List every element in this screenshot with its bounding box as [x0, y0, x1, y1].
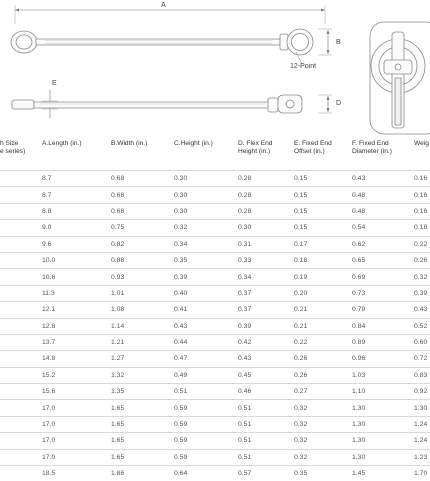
- table-cell: 0.72: [414, 351, 430, 367]
- table-cell: 0.35: [294, 466, 352, 481]
- table-cell: 0.59: [174, 433, 238, 449]
- table-cell: 1.10: [352, 384, 414, 400]
- table-cell: 0.15: [294, 187, 352, 203]
- column-header-7: Weig: [414, 136, 430, 171]
- column-header-5: E. Fixed End Offset (in.): [294, 136, 352, 171]
- table-cell: 0.93: [111, 269, 174, 285]
- table-cell: [0, 318, 42, 334]
- table-cell: 0.65: [352, 252, 414, 268]
- table-row: [0, 433, 430, 449]
- table-cell: 17.0: [42, 416, 111, 432]
- dimension-label-e: E: [52, 80, 57, 87]
- column-header-0: h Size e series): [0, 136, 42, 171]
- table-cell: 0.16: [414, 203, 430, 219]
- table-cell: 0.39: [174, 269, 238, 285]
- table-cell: 1.27: [111, 351, 174, 367]
- table-cell: 0.32: [174, 220, 238, 236]
- table-cell: [0, 269, 42, 285]
- table-row: [0, 187, 430, 203]
- table-cell: 0.20: [294, 285, 352, 301]
- table-cell: 0.51: [238, 400, 294, 416]
- table-cell: 0.57: [238, 466, 294, 481]
- table-cell: 0.41: [174, 302, 238, 318]
- table-cell: [0, 351, 42, 367]
- table-cell: 18.5: [42, 466, 111, 481]
- table-row: [0, 252, 430, 268]
- table-cell: 0.27: [294, 384, 352, 400]
- table-cell: 0.34: [174, 236, 238, 252]
- table-cell: 0.28: [238, 171, 294, 187]
- table-cell: 0.26: [294, 367, 352, 383]
- table-row: [0, 351, 430, 367]
- table-row: [0, 466, 430, 481]
- table-cell: 0.43: [414, 302, 430, 318]
- table-cell: 0.15: [294, 203, 352, 219]
- table-cell: 0.69: [352, 269, 414, 285]
- table-cell: 0.32: [294, 449, 352, 465]
- table-cell: 0.83: [414, 367, 430, 383]
- table-header-row: [0, 136, 430, 171]
- table-cell: 9.6: [42, 236, 111, 252]
- wrench-dimension-diagram: [0, 0, 430, 135]
- table-cell: [0, 171, 42, 187]
- column-header-3: C.Height (in.): [174, 136, 238, 171]
- table-cell: 0.32: [294, 433, 352, 449]
- table-cell: 0.96: [352, 351, 414, 367]
- table-cell: 0.59: [174, 400, 238, 416]
- table-cell: 0.32: [294, 400, 352, 416]
- table-cell: 0.39: [238, 318, 294, 334]
- table-cell: 0.88: [111, 252, 174, 268]
- table-cell: 0.34: [238, 269, 294, 285]
- table-cell: 0.46: [238, 384, 294, 400]
- table-cell: 12.1: [42, 302, 111, 318]
- table-cell: [0, 334, 42, 350]
- table-cell: [0, 449, 42, 465]
- table-cell: 0.31: [238, 236, 294, 252]
- table-cell: 0.52: [414, 318, 430, 334]
- table-cell: 10.6: [42, 269, 111, 285]
- table-cell: 0.30: [174, 187, 238, 203]
- table-cell: 17.0: [42, 449, 111, 465]
- table-cell: 0.84: [352, 318, 414, 334]
- table-cell: 0.16: [414, 171, 430, 187]
- table-cell: 0.30: [174, 171, 238, 187]
- table-cell: 0.17: [294, 236, 352, 252]
- table-cell: 1.65: [111, 400, 174, 416]
- table-cell: [0, 367, 42, 383]
- table-cell: 0.37: [238, 302, 294, 318]
- table-cell: 1.35: [111, 384, 174, 400]
- table-row: [0, 318, 430, 334]
- table-cell: 0.43: [174, 318, 238, 334]
- table-cell: 1.32: [111, 367, 174, 383]
- table-cell: 0.64: [174, 466, 238, 481]
- table-cell: 0.15: [294, 171, 352, 187]
- table-cell: 1.65: [111, 416, 174, 432]
- table-cell: 1.14: [111, 318, 174, 334]
- table-cell: 0.32: [414, 269, 430, 285]
- table-cell: [0, 220, 42, 236]
- table-cell: 1.24: [414, 433, 430, 449]
- table-cell: [0, 466, 42, 481]
- table-cell: 0.15: [294, 220, 352, 236]
- dimension-label-d: D: [336, 100, 341, 107]
- table-cell: 1.70: [414, 466, 430, 481]
- table-cell: [0, 433, 42, 449]
- table-cell: 8.7: [42, 187, 111, 203]
- table-cell: 0.21: [294, 318, 352, 334]
- table-cell: 0.48: [352, 187, 414, 203]
- table-cell: 8.7: [42, 171, 111, 187]
- wrench-line-drawing: [0, 0, 430, 135]
- table-cell: 0.48: [352, 203, 414, 219]
- column-header-2: B.Width (in.): [111, 136, 174, 171]
- table-cell: 1.30: [352, 416, 414, 432]
- table-row: [0, 449, 430, 465]
- spec-table: [0, 136, 430, 481]
- twelve-point-label: 12-Point: [290, 63, 316, 70]
- table-cell: 0.16: [414, 187, 430, 203]
- table-row: [0, 203, 430, 219]
- table-cell: 1.86: [111, 466, 174, 481]
- table-cell: 1.23: [414, 449, 430, 465]
- table-cell: 1.01: [111, 285, 174, 301]
- table-cell: 1.30: [352, 449, 414, 465]
- table-cell: 12.8: [42, 318, 111, 334]
- table-cell: 0.75: [111, 220, 174, 236]
- table-cell: 0.45: [238, 367, 294, 383]
- table-cell: 0.92: [414, 384, 430, 400]
- table-body: [0, 171, 430, 481]
- table-cell: 0.62: [352, 236, 414, 252]
- table-cell: 0.28: [238, 203, 294, 219]
- table-cell: [0, 187, 42, 203]
- table-cell: 0.26: [414, 252, 430, 268]
- table-cell: 0.54: [352, 220, 414, 236]
- table-cell: 0.49: [174, 367, 238, 383]
- table-cell: [0, 252, 42, 268]
- table-cell: 0.39: [414, 285, 430, 301]
- table-cell: 0.51: [238, 433, 294, 449]
- table-row: [0, 384, 430, 400]
- table-cell: [0, 400, 42, 416]
- table-cell: 0.79: [352, 302, 414, 318]
- table-cell: 17.0: [42, 400, 111, 416]
- table-cell: 0.73: [352, 285, 414, 301]
- table-cell: 1.65: [111, 449, 174, 465]
- table-cell: 1.24: [414, 416, 430, 432]
- table-cell: 0.60: [414, 334, 430, 350]
- column-header-4: D. Flex End Height (in.): [238, 136, 294, 171]
- table-cell: [0, 384, 42, 400]
- table-cell: 0.51: [238, 416, 294, 432]
- table-cell: 0.22: [414, 236, 430, 252]
- table-row: [0, 400, 430, 416]
- table-cell: 0.59: [174, 449, 238, 465]
- table-cell: 0.37: [238, 285, 294, 301]
- table-cell: 0.59: [174, 416, 238, 432]
- table-row: [0, 269, 430, 285]
- table-cell: 13.7: [42, 334, 111, 350]
- table-cell: 0.19: [294, 269, 352, 285]
- table-row: [0, 285, 430, 301]
- table-cell: 0.42: [238, 334, 294, 350]
- table-cell: 0.26: [294, 351, 352, 367]
- table-cell: 0.68: [111, 187, 174, 203]
- table-cell: 0.47: [174, 351, 238, 367]
- table-cell: 0.33: [238, 252, 294, 268]
- table-cell: [0, 416, 42, 432]
- table-cell: 17.0: [42, 433, 111, 449]
- table-cell: 0.30: [174, 203, 238, 219]
- table-cell: 0.22: [294, 334, 352, 350]
- table-cell: 1.65: [111, 433, 174, 449]
- table-cell: 15.2: [42, 367, 111, 383]
- table-cell: 1.08: [111, 302, 174, 318]
- dimension-label-b: B: [336, 39, 341, 46]
- table-cell: 0.68: [111, 171, 174, 187]
- table-cell: 0.35: [174, 252, 238, 268]
- table-cell: 0.18: [414, 220, 430, 236]
- table-cell: 1.03: [352, 367, 414, 383]
- table-cell: 0.43: [238, 351, 294, 367]
- table-cell: 0.89: [352, 334, 414, 350]
- column-header-1: A.Length (in.): [42, 136, 111, 171]
- table-cell: [0, 236, 42, 252]
- table-cell: 9.0: [42, 220, 111, 236]
- column-header-6: F. Fixed End Diameter (in.): [352, 136, 414, 171]
- table-row: [0, 220, 430, 236]
- table-cell: 0.28: [238, 187, 294, 203]
- table-cell: 14.8: [42, 351, 111, 367]
- table-row: [0, 416, 430, 432]
- table-cell: 1.30: [352, 400, 414, 416]
- table-cell: 0.44: [174, 334, 238, 350]
- table-row: [0, 367, 430, 383]
- table-row: [0, 236, 430, 252]
- table-cell: 0.18: [294, 252, 352, 268]
- table-cell: 1.21: [111, 334, 174, 350]
- dimension-label-a: A: [161, 2, 166, 9]
- table-cell: [0, 302, 42, 318]
- table-row: [0, 302, 430, 318]
- table-cell: 0.51: [174, 384, 238, 400]
- table-cell: 1.30: [352, 433, 414, 449]
- table-cell: 0.21: [294, 302, 352, 318]
- table-cell: 0.51: [238, 449, 294, 465]
- table-cell: 15.6: [42, 384, 111, 400]
- table-cell: 0.82: [111, 236, 174, 252]
- table-cell: 1.45: [352, 466, 414, 481]
- table-cell: 0.40: [174, 285, 238, 301]
- table-row: [0, 334, 430, 350]
- table-cell: 0.68: [111, 203, 174, 219]
- table-cell: 1.30: [414, 400, 430, 416]
- table-cell: 0.30: [238, 220, 294, 236]
- table-cell: 0.43: [352, 171, 414, 187]
- table-cell: [0, 285, 42, 301]
- table-row: [0, 171, 430, 187]
- table-cell: 8.8: [42, 203, 111, 219]
- table-cell: 11.3: [42, 285, 111, 301]
- table-cell: [0, 203, 42, 219]
- table-cell: 0.32: [294, 416, 352, 432]
- table-cell: 10.0: [42, 252, 111, 268]
